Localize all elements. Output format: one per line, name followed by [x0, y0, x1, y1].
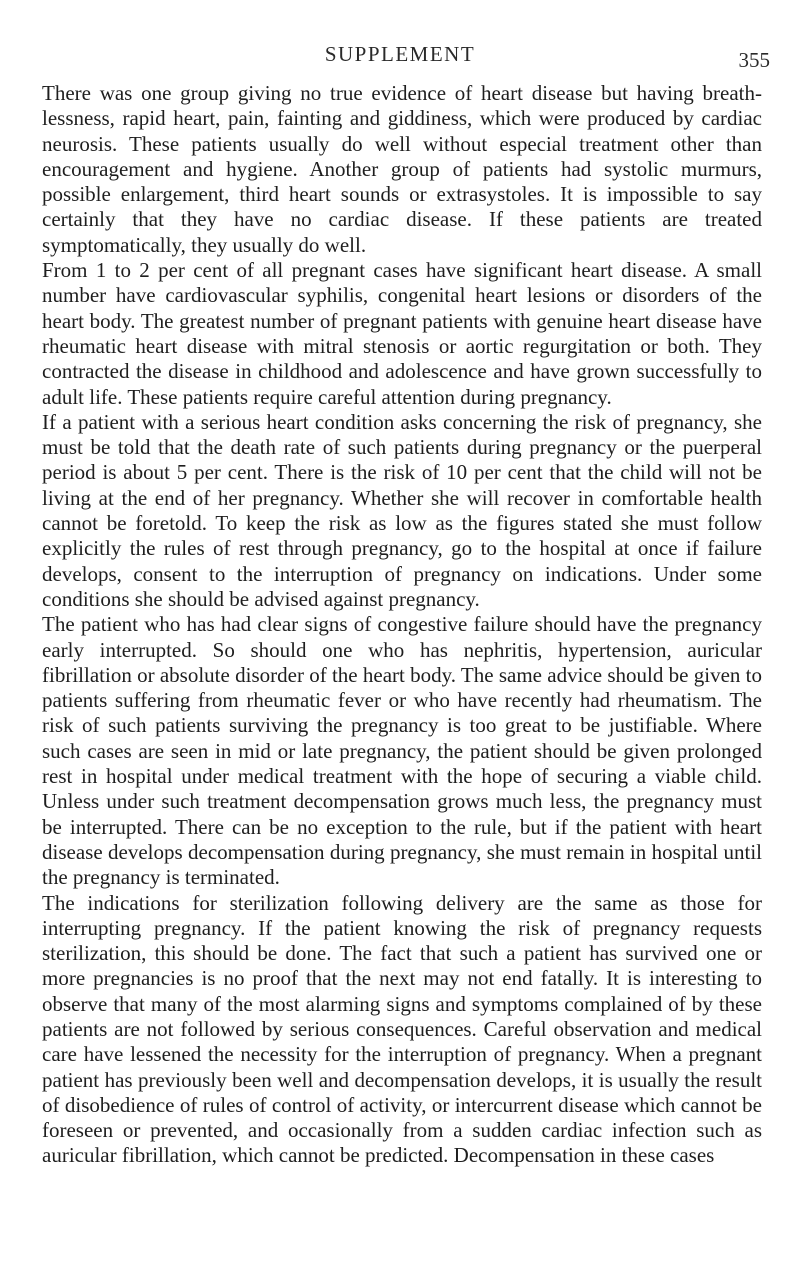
paragraph: The indications for sterilization following delivery are the same as those for interrupting pregnancy. If the patient knowing the risk of pregnancy requests sterilization, this should be done. The fact that such a patient has survived one or more pregnancies is no proof that the next may not end fatally. It is interesting to observe that many of the most alarming signs and symptoms complained of by these patients are not followed by serious consequences. Careful observation and medical care have lessened the necessity for the interruption of pregnancy. When a pregnant patient has previously been well and decompensation develops, it is usually the result of disobedience of rules of control of activity, or intercurrent disease which cannot be foreseen or prevented, and occasionally from a sudden cardiac infection such as auricular fibrillation, which cannot be predicted. Decompensation in these cases	[42, 890, 762, 1168]
paragraph: If a patient with a serious heart condition asks concerning the risk of pregnancy, she must be told that the death rate of such patients during pregnancy or the puerperal period is about 5 per cent. There is the risk of 10 per cent that the child will not be living at the end of her pregnancy. Whether she will recover in comfortable health cannot be foretold. To keep the risk as low as the figures stated she must follow explicitly the rules of rest through pregnancy, go to the hospital at once if failure develops, consent to the interruption of pregnancy on indications. Under some conditions she should be advised against pregnancy.	[42, 409, 762, 611]
paragraph: The patient who has had clear signs of congestive failure should have the pregnancy early interrupted. So should one who has nephritis, hypertension, auricular fibrillation or absolute disorder of the heart body. The same advice should be given to patients suffering from rheumatic fever or who have recently had rheumatism. The risk of such patients surviving the pregnancy is too great to be justifiable. Where such cases are seen in mid or late pregnancy, the patient should be given prolonged rest in hospital under medical treatment with the hope of securing a viable child. Unless under such treatment decompensation grows much less, the pregnancy must be interrupted. There can be no exception to the rule, but if the patient with heart disease develops decompensation during pregnancy, she must remain in hospital until the pregnancy is terminated.	[42, 612, 762, 890]
running-head	[0, 42, 800, 72]
running-title: SUPPLEMENT	[324, 42, 476, 66]
paragraph: From 1 to 2 per cent of all pregnant cases have significant heart disease. A small number have cardiovascular syphilis, congenital heart lesions or disorders of the heart body. The greatest number of pregnant patients with genuine heart disease have rheumatic heart disease with mitral stenosis or aortic regurgitation or both. They contracted the disease in childhood and adolescence and have grown successfully to adult life. These patients require careful attention during pregnancy.	[42, 258, 762, 409]
page-number: 355	[738, 48, 770, 72]
paragraph: There was one group giving no true evidence of heart disease but having breathlessness, rapid heart, pain, fainting and giddiness, which were produced by cardiac neurosis. These patients usually do well without especial treatment other than encouragement and hygiene. Another group of patients had systolic murmurs, possible enlargement, third heart sounds or extrasystoles. It is impossible to say certainly that they have no cardiac disease. If these patients are treated symptomatically, they usually do well.	[42, 81, 762, 257]
body-text	[42, 81, 762, 1169]
